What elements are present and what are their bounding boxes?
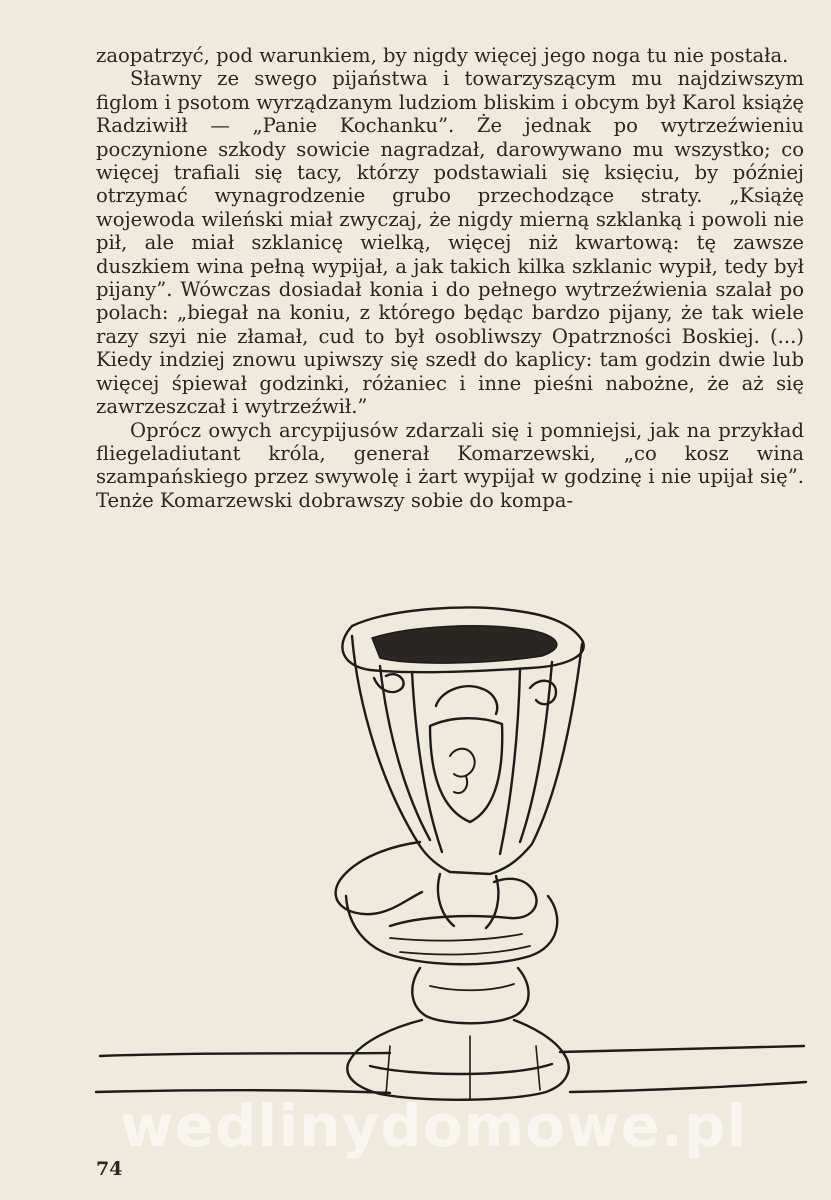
paragraph-2: Sławny ze swego pijaństwa i towarzyszącym mu najdziwszym figlom i psotom wyrządzanym ludziom bliskim i obcym był Karol książę Radziwiłł — „Panie Kochanku”. Że jednak po wytrzeźwieniu poczynione szkody sowicie nagradzał, darowywano mu wszystko; co więcej trafiali się tacy, którzy podstawiali się księciu, by później otrzymać wynagrodzenie grubo przechodzące straty. „Książę wojewoda wileński miał zwyczaj, że nigdy mierną szklanką i powoli nie pił, ale miał szklanicę wielką, więcej niż kwartową: tę zawsze duszkiem wina pełną wypijał, a jak takich kilka szklanic wypił, tedy był pijany”. Wówczas dosiadał konia i do pełnego wytrzeźwienia szalał po polach: „biegał na koniu, z którego będąc bardzo pijany, że tak wiele razy szyi nie złamał, cud to był osobliwszy Opatrzności Boskiej. (...) Kiedy indziej znowu upiwszy się szedł do kaplicy: tam godzin dwie lub więcej śpiewał godzinki, różaniec i inne pieśni nabożne, że aż się zawrzeszczał i wytrzeźwił.” [96, 67, 804, 419]
goblet-facet-3 [500, 670, 520, 854]
goblet-foot-facets [386, 1036, 540, 1100]
hand-fingers [390, 879, 537, 926]
crown-outline [436, 686, 497, 714]
goblet-facet-4 [520, 662, 552, 842]
paragraph-3: Oprócz owych arcypijusów zdarzali się i pomniejsi, jak na przykład fliegeladiutant króla, generał Komarzewski, „co kosz wina szampańskiego przez swywolę i żart wypijał w godzinę i nie upijał się”. Tenże Komarzewski dobrawszy sobie do kompa- [96, 418, 804, 512]
shield-emblem [450, 749, 475, 793]
shield-outline [430, 718, 502, 822]
paragraph-1: zaopatrzyć, pod warunkiem, by nigdy więcej jego noga tu nie postała. [96, 44, 789, 67]
hand-back [336, 842, 422, 914]
stem-knot-detail [430, 984, 514, 990]
ornament-right [530, 681, 556, 704]
goblet-foot-rim [370, 1064, 552, 1074]
stem-knot [412, 968, 528, 1023]
ground-line-upper [100, 1046, 804, 1056]
goblet-foot [347, 1020, 568, 1100]
body-text [96, 44, 804, 512]
watermark: wedlinydomowe.pl [120, 1092, 748, 1160]
goblet-illustration [90, 596, 810, 1136]
goblet-facet-2 [412, 672, 442, 852]
page-number: 74 [96, 1158, 123, 1180]
hand-knuckles [390, 934, 530, 954]
stem-top [438, 874, 498, 928]
ornament-left [374, 674, 404, 692]
goblet-rim-dark [372, 626, 557, 663]
